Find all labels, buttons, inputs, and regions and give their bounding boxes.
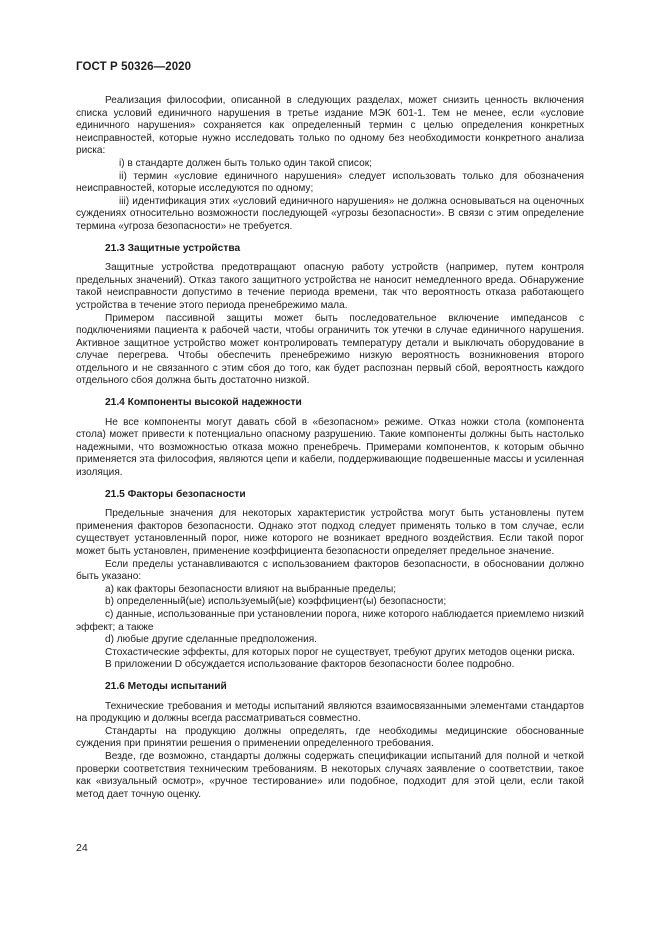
list-item: b) определенный(ые) используемый(ые) коэффициент(ы) безопасности; [105,596,447,608]
list-item: ii) термин «условие единичного нарушения» следует использовать только для обозначения неисправностей, которые исследуются по одному; [76,170,584,195]
paragraph: Везде, где возможно, стандарты должны содержать спецификации испытаний для полной и четкой проверки соответствия техническим требованиям. В некоторых случаях заявление о соответствии, такое как «визуальный осмотр», «ручное тестирование» или подобное, подходит для этой цели, если такой метод дает точную оценку. [76,750,584,800]
paragraph: Если пределы устанавливаются с использованием факторов безопасности, в обосновании должно быть указано: [76,558,584,583]
section-heading-21-6: 21.6 Методы испытаний [105,680,227,692]
paragraph: Стохастические эффекты, для которых порог не существует, требуют других методов оценки риска. [105,646,575,658]
list-item: i) в стандарте должен быть только один такой список; [119,157,372,169]
list-item: a) как факторы безопасности влияют на выбранные пределы; [105,583,397,595]
section-heading-21-4: 21.4 Компоненты высокой надежности [105,397,302,409]
document-body [76,95,584,801]
paragraph: Примером пассивной защиты может быть последовательное включение импедансов с подключениями пациента к рабочей части, чтобы ограничить ток утечки в случае единичного нарушения. Активное защитное устройство может контролировать температуру детали и выключать оборудование в случае перегрева. Чтобы обеспечить пренебрежимо низкую вероятность возникновения второго отдельного и не связанного с этим сбоя до того, как будет распознан первый сбой, вероятность каждого отдельного сбоя должна быть достаточно низкой. [76,312,584,387]
section-heading-21-3: 21.3 Защитные устройства [105,242,241,254]
document-header-title: ГОСТ Р 50326—2020 [76,61,192,73]
paragraph: Защитные устройства предотвращают опасную работу устройств (например, путем контроля предельных значений). Отказ такого защитного устройства не наносит немедленного вреда. Обнаружение такой неисправности допустимо в течение периода времени, так что вероятность отказа работающего устройства в течение этого периода пренебрежимо мала. [76,262,584,311]
paragraph: В приложении D обсуждается использование факторов безопасности более подробно. [105,659,515,671]
list-item: c) данные, использованные при установлении порога, ниже которого наблюдается приемлемо низкий эффект; а также [76,608,584,633]
list-item: d) любые другие сделанные предположения. [105,634,317,646]
paragraph: Технические требования и методы испытаний являются взаимосвязанными элементами стандартов на продукцию и должны всегда рассматриваться совместно. [76,700,584,725]
paragraph: Стандарты на продукцию должны определять, где необходимы медицинские обоснованные суждения при принятии решения о применении определенного требования. [76,725,584,750]
paragraph: Не все компоненты могут давать сбой в «безопасном» режиме. Отказ ножки стола (компонента стола) может привести к потенциально опасному разрушению. Такие компоненты должны быть настолько надежными, что возможностью отказа можно пренебречь. Примерами компонентов, к которым обычно применяется эта философия, являются цепи и кабели, поддерживающие подвешенные массы и усиленная изоляция. [76,416,584,479]
list-item: iii) идентификация этих «условий единичного нарушения» не должна основываться на оценочных суждениях относительно возможности последующей «угрозы безопасности». В связи с этим определение термина «угроза безопасности» не требуется. [76,195,584,232]
page-number: 24 [76,842,88,854]
paragraph: Реализация философии, описанной в следующих разделах, может снизить ценность включения списка условий единичного нарушения в третье издание МЭК 601-1. Тем не менее, если «условие единичного нарушения» сохраняется как определенный термин с целью определения конкретных неисправностей, которые нужно исследовать только по одному без необходимости конкретного анализа риска: [76,95,584,157]
paragraph: Предельные значения для некоторых характеристик устройства могут быть установлены путем применения факторов безопасности. Однако этот подход следует применять только в том случае, если существует установленный порог, ниже которого не возникает вредного воздействия. Если такой порог может быть установлен, применение коэффициента безопасности определяет предельное значение. [76,508,584,557]
section-heading-21-5: 21.5 Факторы безопасности [105,488,246,500]
